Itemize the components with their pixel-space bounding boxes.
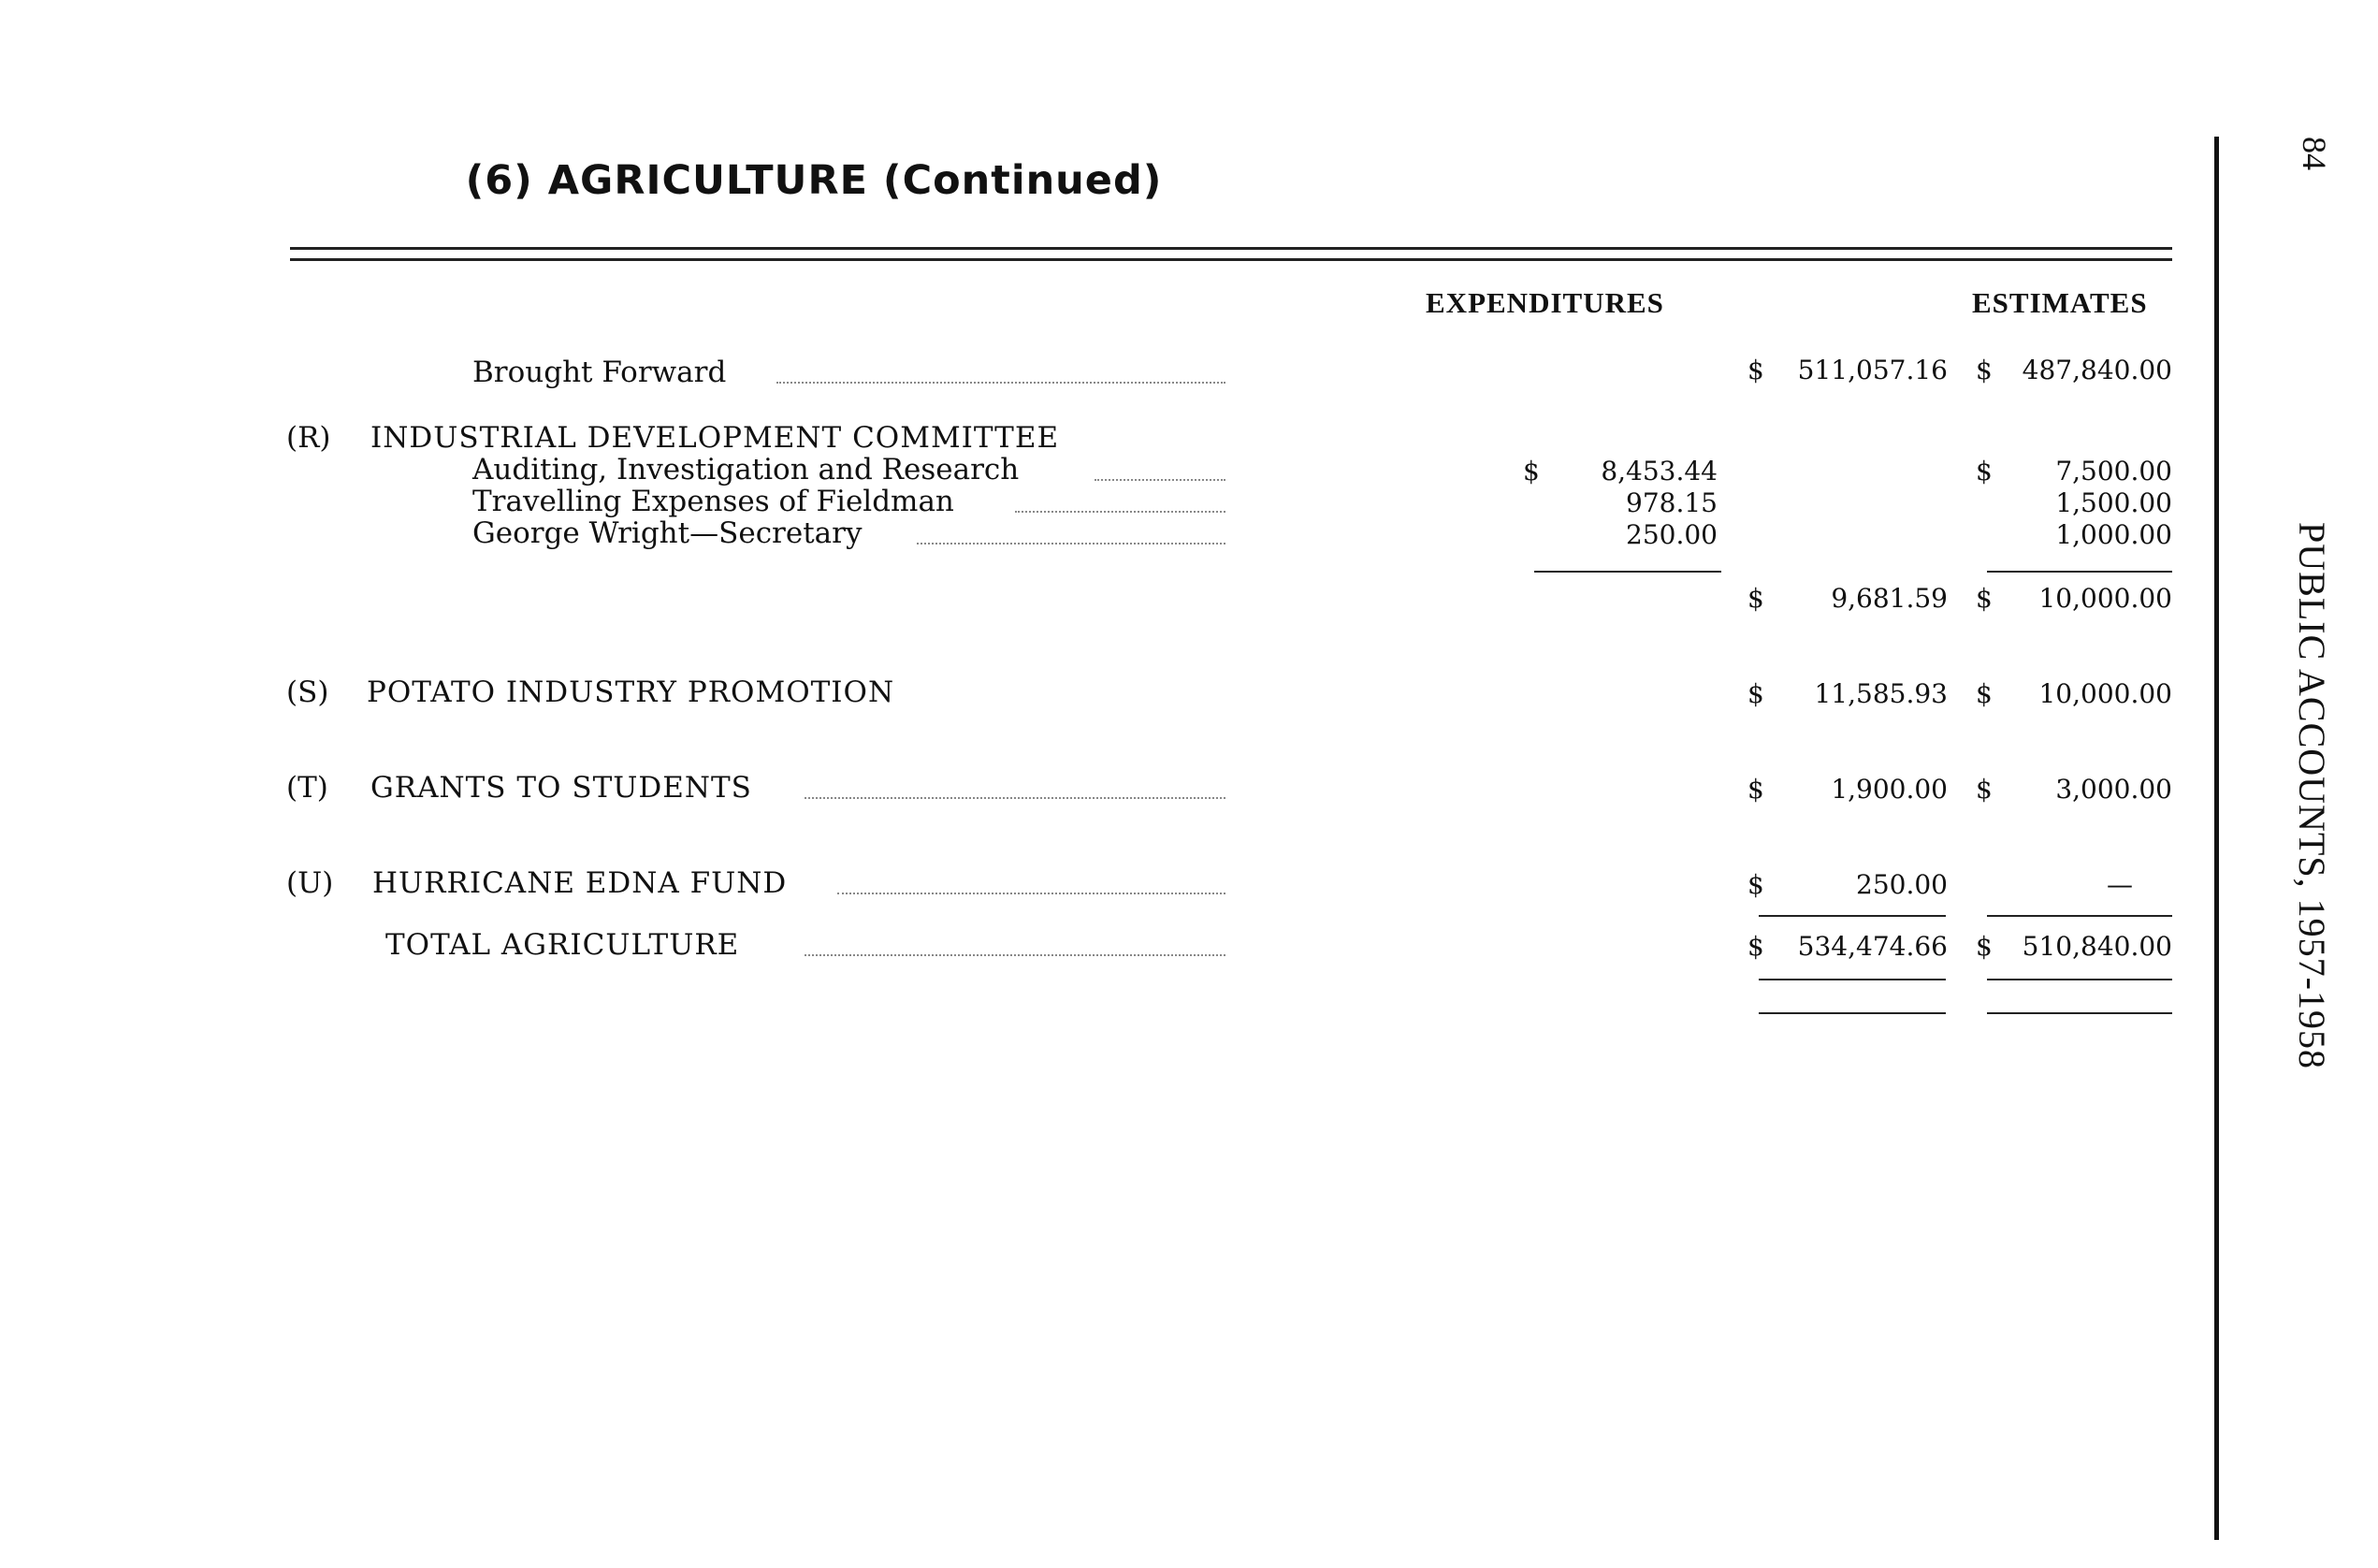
line-item-label: Auditing, Investigation and Research — [472, 453, 1020, 486]
grants-estimate: 3,000.00 — [2055, 774, 2172, 805]
hurricane-expenditure: 250.00 — [1856, 869, 1948, 900]
total-rule-bottom — [1987, 979, 2172, 980]
section-code: (R) — [286, 421, 331, 455]
total-estimate: 510,840.00 — [2022, 931, 2172, 962]
total-label: TOTAL AGRICULTURE — [385, 928, 740, 962]
dollar-sign: $ — [1976, 583, 1993, 614]
grants-expenditure: 1,900.00 — [1831, 774, 1948, 805]
leader-dots — [776, 382, 1225, 384]
industrial-subtotal-estimate: 10,000.00 — [2038, 583, 2172, 614]
margin-rule — [2214, 137, 2219, 1540]
dollar-sign: $ — [1976, 774, 1993, 805]
total-rule-bottom — [1759, 979, 1946, 980]
section-code: (S) — [286, 675, 329, 709]
section-code: (U) — [286, 866, 334, 900]
dollar-sign: $ — [1976, 456, 1993, 486]
line-item-label: Travelling Expenses of Fieldman — [472, 485, 954, 518]
subtotal-rule — [1534, 571, 1721, 573]
line-item-expenditure: 978.15 — [1626, 487, 1718, 518]
brought-forward-label: Brought Forward — [472, 356, 727, 389]
dollar-sign: $ — [1747, 869, 1764, 900]
running-head: PUBLIC ACCOUNTS, 1957-1958 — [2291, 522, 2333, 1069]
leader-dots — [1015, 511, 1225, 513]
dollar-sign: $ — [1747, 678, 1764, 709]
line-item-estimate: 1,000.00 — [2055, 519, 2172, 550]
dollar-sign: $ — [1747, 774, 1764, 805]
section-label: HURRICANE EDNA FUND — [372, 866, 788, 900]
leader-dots — [1095, 479, 1225, 481]
subtotal-rule — [1987, 571, 2172, 573]
industrial-subtotal-expenditure: 9,681.59 — [1831, 583, 1948, 614]
leader-dots — [837, 893, 1225, 894]
title-rule-top — [290, 247, 2172, 250]
leader-dots — [805, 954, 1225, 956]
total-expenditure: 534,474.66 — [1797, 931, 1948, 962]
page-number: 84 — [2296, 137, 2333, 170]
line-item-estimate: 7,500.00 — [2055, 456, 2172, 486]
dollar-sign: $ — [1523, 456, 1540, 486]
total-rule-bottom — [1759, 1012, 1946, 1014]
dollar-sign: $ — [1747, 355, 1764, 385]
dollar-sign: $ — [1747, 583, 1764, 614]
total-rule-bottom — [1987, 1012, 2172, 1014]
page-title: (6) AGRICULTURE (Continued) — [465, 157, 1163, 204]
dollar-sign: $ — [1747, 931, 1764, 962]
section-heading: INDUSTRIAL DEVELOPMENT COMMITTEE — [370, 421, 1060, 455]
line-item-estimate: 1,500.00 — [2055, 487, 2172, 518]
potato-estimate: 10,000.00 — [2038, 678, 2172, 709]
line-item-expenditure: 8,453.44 — [1601, 456, 1718, 486]
leader-dots — [917, 543, 1225, 544]
dollar-sign: $ — [1976, 931, 1993, 962]
total-rule-top — [1759, 915, 1946, 917]
title-rule-bottom — [290, 258, 2172, 261]
hurricane-estimate: — — [2107, 869, 2133, 900]
line-item-label: George Wright—Secretary — [472, 516, 863, 550]
estimates-header: ESTIMATES — [1972, 286, 2148, 319]
leader-dots — [805, 797, 1225, 799]
brought-forward-estimate: 487,840.00 — [2022, 355, 2172, 385]
section-code: (T) — [286, 771, 328, 805]
brought-forward-expenditure: 511,057.16 — [1797, 355, 1948, 385]
potato-expenditure: 11,585.93 — [1814, 678, 1948, 709]
dollar-sign: $ — [1976, 678, 1993, 709]
expenditures-header: EXPENDITURES — [1426, 286, 1664, 319]
total-rule-top — [1987, 915, 2172, 917]
running-head-area — [2269, 137, 2353, 1540]
section-label: POTATO INDUSTRY PROMOTION — [367, 675, 895, 709]
dollar-sign: $ — [1976, 355, 1993, 385]
section-label: GRANTS TO STUDENTS — [370, 771, 752, 805]
line-item-expenditure: 250.00 — [1626, 519, 1718, 550]
